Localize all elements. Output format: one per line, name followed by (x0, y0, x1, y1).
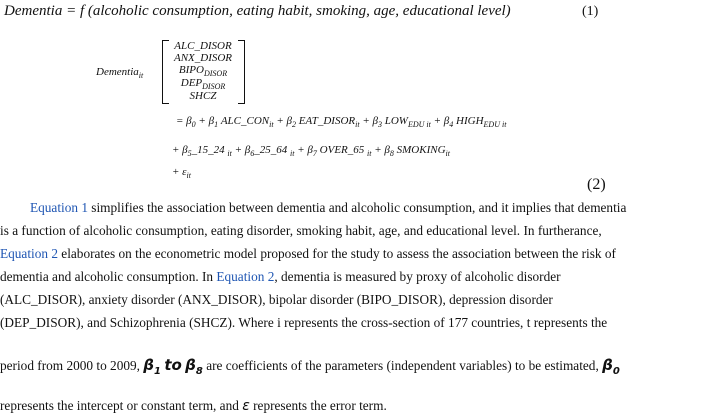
paragraph-line-8: represents the intercept or constant term, and ε represents the error term. (0, 398, 387, 414)
equation-2-number: (2) (587, 176, 606, 193)
paragraph-line-5: (ALC_DISOR), anxiety disorder (ANX_DISOR), bipolar disorder (BIPO_DISOR), depression disorder (0, 292, 553, 307)
equation-1-number: (1) (582, 4, 599, 19)
matrix-right-bracket (238, 40, 245, 104)
paragraph-line-2: is a function of alcoholic consumption, eating disorder, smoking habit, age, and educational level. In furtherance, (0, 223, 602, 238)
matrix-entry-alc: ALC_DISOR (174, 40, 232, 52)
paragraph-line-6: (DEP_DISOR), and Schizophrenia (SHCZ). Where i represents the cross-section of 177 countries, t represents the (0, 315, 608, 330)
matrix-entry-shcz: SHCZ (189, 90, 217, 102)
equation-1-link[interactable]: Equation 1 (30, 200, 88, 215)
equation-2-lhs: Dementia$_{it}$ (96, 66, 144, 80)
paragraph-line-3: Equation 2 elaborates on the econometric model proposed for the study to assess the association between the risk of (0, 246, 616, 261)
matrix-entry-dep: $DEP_{DISOR}$ (180, 77, 226, 91)
matrix-entry-bipo: $BIPO_{DISOR}$ (178, 64, 228, 78)
equation-2-link[interactable]: Equation 2 (0, 246, 58, 261)
equation-2-line-1: = $\beta_0 + \beta_1$ $ALC\_CON_{it} + \beta_2$ $EAT\_DISOR_{it} + \beta_3$ $LOW_{EDU it} + \beta_4$ $HIGH_{EDU it}$ (176, 115, 507, 129)
equation-1: Dementia = f (alcoholic consumption, eating habit, smoking, age, educational level) (4, 3, 511, 19)
paragraph-line-7: period from 2000 to 2009, $\beta_1$ to $\beta_8$ are coefficients of the parameters (independent variables) to be estimated, $\beta_0$ (0, 356, 620, 377)
matrix-entry-anx: ANX_DISOR (173, 52, 233, 64)
equation-2-line-2: + $\beta_5\_15\_24$ $_{it} + \beta_6\_25\_64$ $_{it} + \beta_7$ OVER_65 $_{it} + \beta_8$ $SMOKING_{it}$ (172, 144, 450, 158)
paragraph-line-4: dementia and alcoholic consumption. In Equation 2, dementia is measured by proxy of alcoholic disorder (0, 269, 561, 284)
paragraph-line-1: Equation 1 simplifies the association between dementia and alcoholic consumption, and it implies that dementia (30, 200, 627, 215)
equation-2-link-2[interactable]: Equation 2 (216, 269, 275, 284)
equation-2-line-3: + $\varepsilon_{it}$ (172, 166, 191, 180)
